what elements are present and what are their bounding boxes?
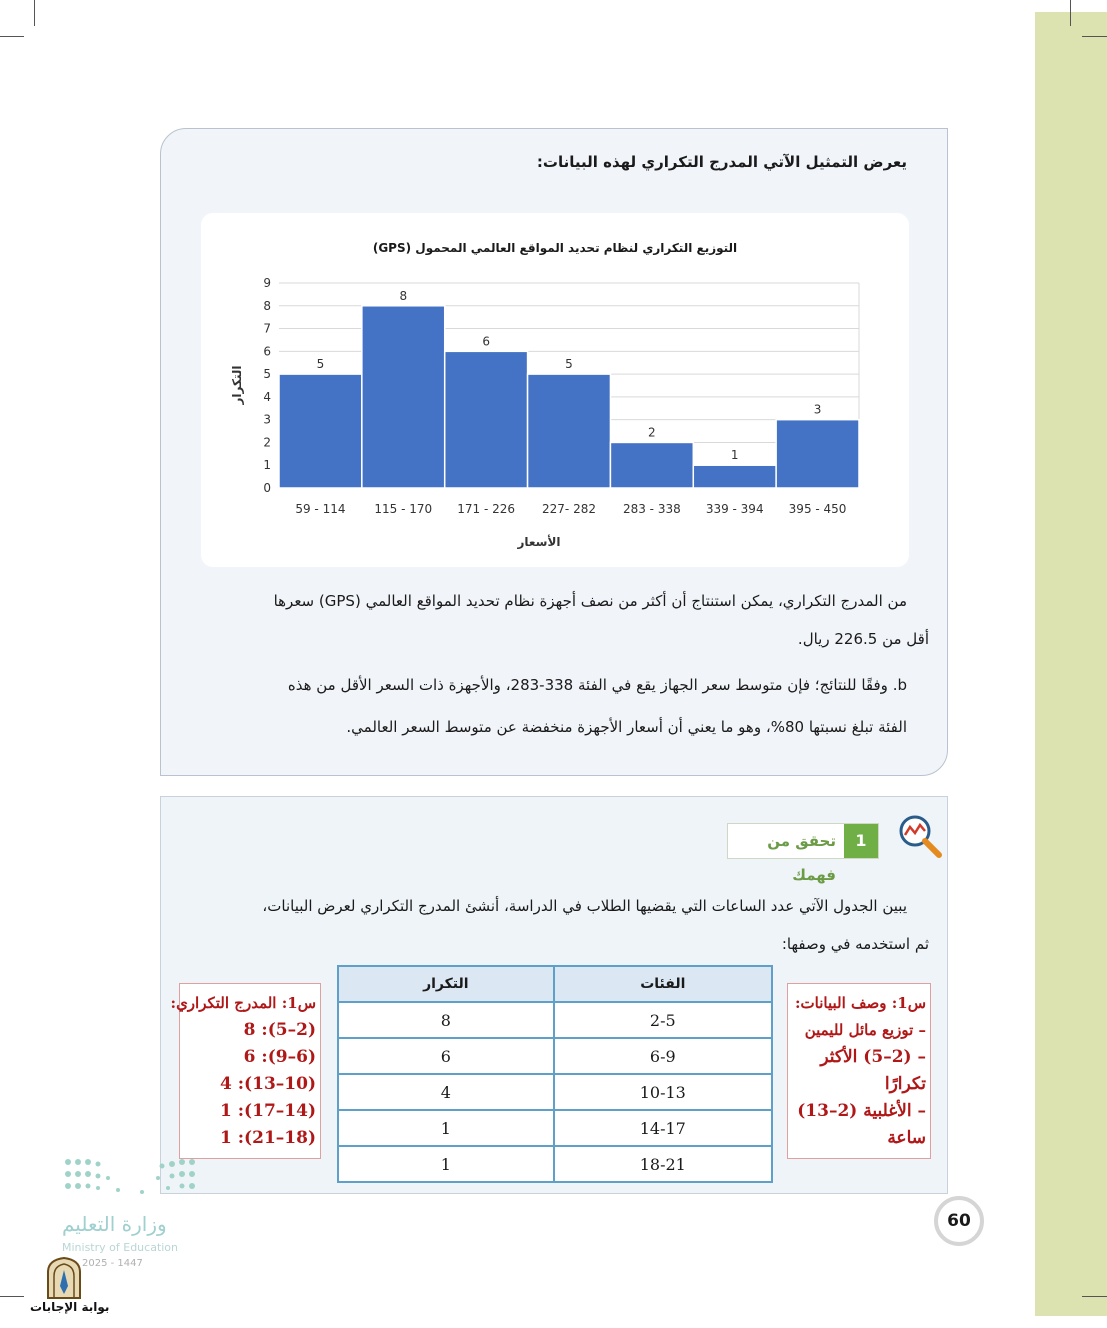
example-panel [160,128,948,776]
y-tick-label: 5 [263,367,271,382]
note-line: – توزيع مائل لليمين [804,1021,926,1039]
page-number: 60 [934,1196,984,1246]
note-line: (2–5): 8 [243,1020,316,1040]
site-logo-icon [44,1256,84,1300]
x-tick-label: 59 - 114 [295,502,346,516]
magnifier-icon [895,811,943,859]
question-line: ثم استخدمه في وصفها: [781,935,929,953]
side-strip [1035,12,1107,1316]
check-label: تحقق من فهمك [767,832,836,884]
crop-mark [1070,0,1071,26]
x-tick-label: 227- 282 [542,502,596,516]
note-line: – الأغلبية (2–13) [797,1101,926,1121]
chart-title: التوزيع التكراري لنظام تحديد المواقع العالمي المحمول (GPS) [372,241,738,255]
check-header [727,823,879,884]
histogram-bar [610,442,693,488]
note-line: – (2–5) الأكثر [820,1047,926,1067]
ministry-name-en: Ministry of Education [62,1241,179,1254]
ministry-name-ar: وزارة التعليم [62,1212,167,1236]
table-cell: 1 [338,1146,554,1182]
paragraph-line: أقل من 226.5 ريال. [797,630,929,648]
y-axis-title: التكرار [230,365,244,405]
note-line: تكرارًا [884,1074,926,1094]
paragraph-line: الفئة تبلغ نسبتها 80%، وهو ما يعني أن أسعار الأجهزة منخفضة عن متوسط السعر العالمي. [346,718,907,736]
y-tick-label: 7 [263,321,271,336]
crop-mark [1082,36,1107,37]
table-cell: 10-13 [554,1074,772,1110]
y-tick-label: 6 [263,344,271,359]
table-row [338,1038,772,1074]
histogram-bar [362,306,445,488]
site-name: بوابة الإجابات [30,1300,110,1314]
y-tick-label: 8 [263,298,271,313]
x-tick-label: 395 - 450 [788,502,847,516]
histogram-bar [776,420,859,488]
table-header: الفئات [554,966,772,1002]
x-tick-label: 283 - 338 [622,502,681,516]
table-cell: 1 [338,1110,554,1146]
intro-text: يعرض التمثيل الآتي المدرج التكراري لهذه البيانات: [536,153,907,171]
note-line: ساعة [887,1128,926,1148]
y-tick-label: 0 [263,481,271,495]
histogram-bar [693,465,776,488]
crop-mark [1082,1296,1107,1297]
answer-note-histogram [170,983,321,1159]
y-tick-label: 2 [263,435,271,450]
table-row [338,1002,772,1038]
crop-mark [34,0,35,26]
data-label: 6 [482,334,490,349]
data-label: 5 [565,357,573,372]
x-tick-label: 171 - 226 [457,502,516,516]
crop-mark [0,1296,24,1297]
note-line: س1: المدرج التكراري: [170,994,316,1012]
data-label: 5 [316,357,325,372]
histogram-bar [279,374,362,488]
table-cell: 4 [338,1074,554,1110]
x-tick-label: 115 - 170 [374,502,433,516]
note-line: (18–21): 1 [220,1128,316,1148]
data-label: 8 [399,288,408,303]
y-tick-label: 1 [263,458,271,473]
y-tick-label: 9 [263,276,271,290]
check-understanding-panel [160,796,948,1194]
x-tick-label: 339 - 394 [705,502,764,516]
histogram-chart [201,213,909,567]
data-label: 1 [730,448,739,463]
chart-plot [201,213,909,567]
check-number: 1 [844,824,878,858]
crop-mark [0,36,24,37]
answer-note-description [787,983,931,1159]
table-row [338,1146,772,1182]
table-cell: 6-9 [554,1038,772,1074]
ministry-year: 2025 - 1447 [82,1258,143,1269]
frequency-table [337,965,773,1183]
note-line: س1: وصف البيانات: [794,994,926,1012]
table-cell: 18-21 [554,1146,772,1182]
data-label: 3 [813,402,822,417]
table-header: التكرار [338,966,554,1002]
histogram-bar [445,351,528,488]
paragraph-line: من المدرج التكراري، يمكن استنتاج أن أكثر من نصف أجهزة نظام تحديد المواقع العالمي (GPS) سعرها [273,592,907,610]
data-label: 2 [648,425,656,440]
table-row [338,1074,772,1110]
note-line: (14–17): 1 [220,1101,316,1121]
table-cell: 8 [338,1002,554,1038]
table-cell: 6 [338,1038,554,1074]
x-axis-title: الأسعار [517,535,561,549]
table-cell: 14-17 [554,1110,772,1146]
ministry-logo-dots [62,1156,198,1200]
note-line: (10–13): 4 [220,1074,316,1094]
y-tick-label: 4 [263,389,271,404]
y-tick-label: 3 [263,412,271,427]
histogram-bar [528,374,611,488]
note-line: (6–9): 6 [243,1047,316,1067]
question-line: يبين الجدول الآتي عدد الساعات التي يقضيها الطلاب في الدراسة، أنشئ المدرج التكراري لعرض البيانات، [262,897,907,915]
table-cell: 2-5 [554,1002,772,1038]
paragraph-line: b. وفقًا للنتائج؛ فإن متوسط سعر الجهاز يقع في الفئة 338-283، والأجهزة ذات السعر الأقل من هذه [287,676,907,694]
table-row [338,1110,772,1146]
